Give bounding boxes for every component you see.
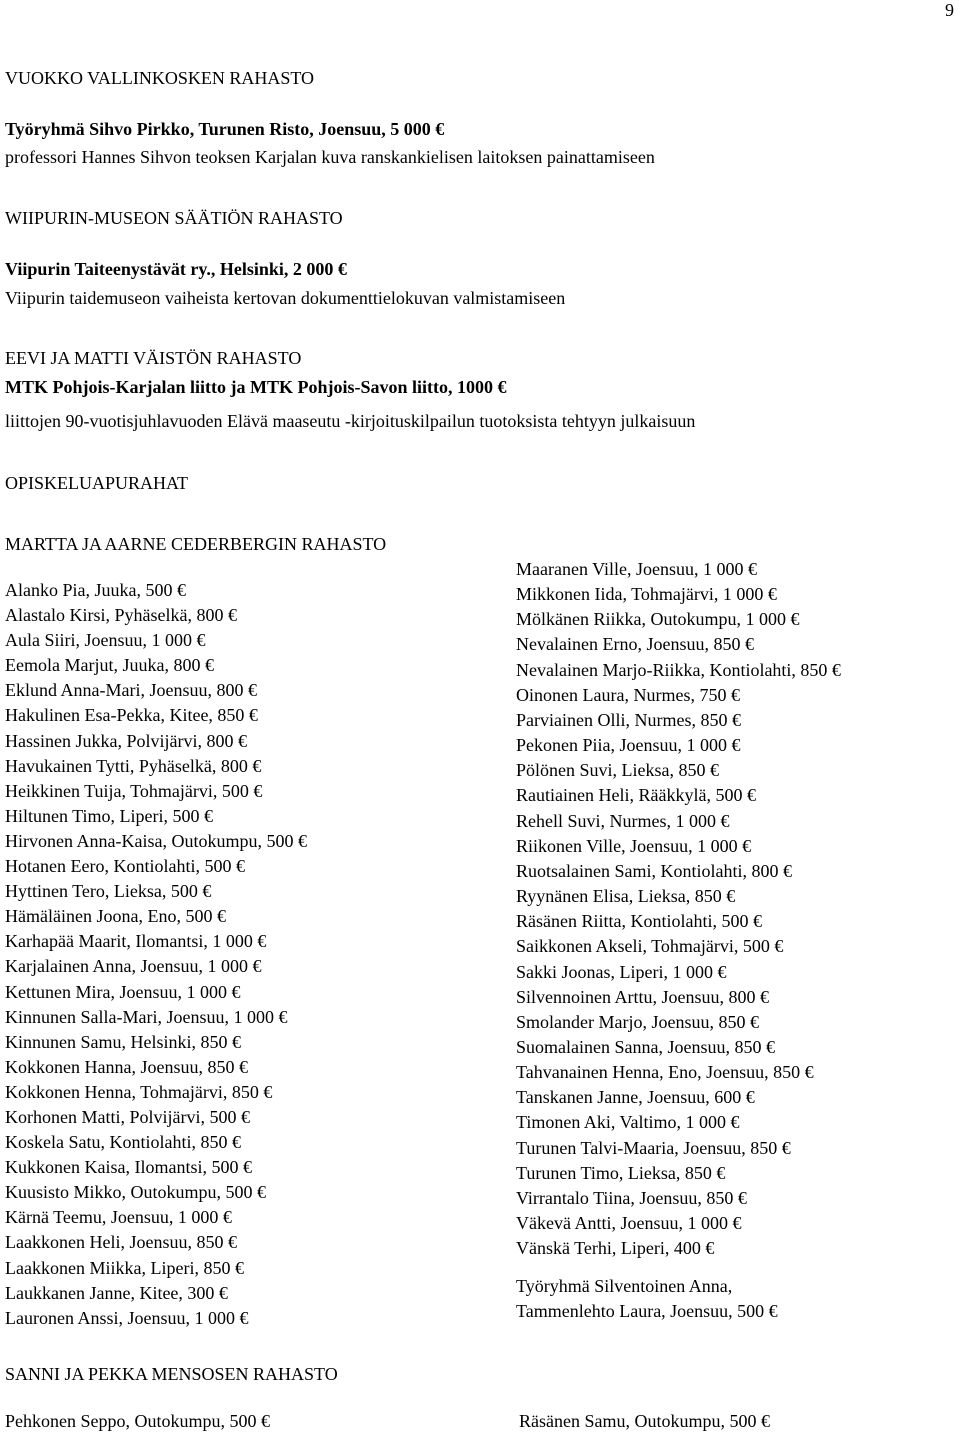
fund-title: WIIPURIN-MUSEON SÄÄTIÖN RAHASTO: [5, 208, 343, 228]
recipient-entry: Hyttinen Tero, Lieksa, 500 €: [5, 881, 212, 902]
recipient-entry: Timonen Aki, Valtimo, 1 000 €: [516, 1112, 740, 1133]
recipient-entry: Hämäläinen Joona, Eno, 500 €: [5, 906, 226, 927]
recipient-entry: Hirvonen Anna-Kaisa, Outokumpu, 500 €: [5, 830, 307, 851]
recipient-entry: Karhapää Maarit, Ilomantsi, 1 000 €: [5, 931, 267, 952]
recipient-entry: Kärnä Teemu, Joensuu, 1 000 €: [5, 1207, 232, 1228]
recipient-entry: Saikkonen Akseli, Tohmajärvi, 500 €: [516, 936, 784, 957]
fund-title: SANNI JA PEKKA MENSOSEN RAHASTO: [5, 1364, 338, 1384]
recipient-entry: Korhonen Matti, Polvijärvi, 500 €: [5, 1106, 250, 1127]
recipient-entry: Riikonen Ville, Joensuu, 1 000 €: [516, 835, 752, 856]
group-recipient-line: Tammenlehto Laura, Joensuu, 500 €: [516, 1301, 778, 1321]
recipient-entry: Smolander Marjo, Joensuu, 850 €: [516, 1011, 759, 1032]
page-number: 9: [945, 0, 954, 20]
recipient-entry: Oinonen Laura, Nurmes, 750 €: [516, 684, 740, 705]
recipient-entry: Parviainen Olli, Nurmes, 850 €: [516, 709, 741, 730]
recipient-entry: Kukkonen Kaisa, Ilomantsi, 500 €: [5, 1157, 252, 1178]
fund-title: MARTTA JA AARNE CEDERBERGIN RAHASTO: [5, 534, 387, 554]
recipient-entry: Kinnunen Salla-Mari, Joensuu, 1 000 €: [5, 1006, 288, 1027]
recipient-entry: Räsänen Samu, Outokumpu, 500 €: [519, 1411, 770, 1431]
recipient-entry: Alanko Pia, Juuka, 500 €: [5, 580, 186, 600]
recipient-entry: Lauronen Anssi, Joensuu, 1 000 €: [5, 1307, 249, 1328]
recipient-entry: Nevalainen Marjo-Riikka, Kontiolahti, 850 €: [516, 659, 841, 680]
recipient-list-right: [516, 557, 841, 1261]
group-recipient-line: Työryhmä Silventoinen Anna,: [516, 1276, 733, 1296]
recipient-entry: Kinnunen Samu, Helsinki, 850 €: [5, 1031, 241, 1052]
recipient-entry: Pölönen Suvi, Lieksa, 850 €: [516, 760, 719, 781]
recipient-entry: Havukainen Tytti, Pyhäselkä, 800 €: [5, 755, 262, 776]
recipient-entry: Räsänen Riitta, Kontiolahti, 500 €: [516, 911, 762, 932]
grant-purpose: Viipurin taidemuseon vaiheista kertovan dokumenttielokuvan valmistamiseen: [5, 288, 566, 308]
recipient-entry: Nevalainen Erno, Joensuu, 850 €: [516, 634, 754, 655]
recipient-entry: Laakkonen Miikka, Liperi, 850 €: [5, 1257, 244, 1278]
recipient-entry: Eemola Marjut, Juuka, 800 €: [5, 655, 214, 676]
recipient-entry: Suomalainen Sanna, Joensuu, 850 €: [516, 1036, 775, 1057]
recipient-entry: Eklund Anna-Mari, Joensuu, 800 €: [5, 680, 257, 701]
fund-title: EEVI JA MATTI VÄISTÖN RAHASTO: [5, 348, 302, 368]
recipient-entry: Karjalainen Anna, Joensuu, 1 000 €: [5, 956, 262, 977]
recipient-entry: Tahvanainen Henna, Eno, Joensuu, 850 €: [516, 1062, 814, 1083]
recipient-entry: Turunen Talvi-Maaria, Joensuu, 850 €: [516, 1137, 791, 1158]
recipient-entry: Tanskanen Janne, Joensuu, 600 €: [516, 1087, 755, 1108]
recipient-entry: Mikkonen Iida, Tohmajärvi, 1 000 €: [516, 584, 777, 605]
recipient-entry: Sakki Joonas, Liperi, 1 000 €: [516, 961, 727, 982]
grant-recipient: Työryhmä Sihvo Pirkko, Turunen Risto, Joensuu, 5 000 €: [5, 119, 445, 139]
recipient-entry: Mölkänen Riikka, Outokumpu, 1 000 €: [516, 609, 800, 630]
recipient-entry: Turunen Timo, Lieksa, 850 €: [516, 1162, 726, 1183]
recipient-entry: Väkevä Antti, Joensuu, 1 000 €: [516, 1213, 742, 1234]
recipient-entry: Kettunen Mira, Joensuu, 1 000 €: [5, 981, 241, 1002]
recipient-entry: Kokkonen Hanna, Joensuu, 850 €: [5, 1056, 248, 1077]
recipient-entry: Hotanen Eero, Kontiolahti, 500 €: [5, 856, 245, 877]
recipient-entry: Ryynänen Elisa, Lieksa, 850 €: [516, 886, 736, 907]
recipient-entry: Laukkanen Janne, Kitee, 300 €: [5, 1282, 228, 1303]
grant-recipient: MTK Pohjois-Karjalan liitto ja MTK Pohjois-Savon liitto, 1000 €: [5, 377, 507, 397]
section-title: OPISKELUAPURAHAT: [5, 473, 189, 493]
recipient-list-left: [5, 578, 307, 1331]
grant-recipient: Viipurin Taiteenystävät ry., Helsinki, 2 000 €: [5, 259, 347, 279]
recipient-entry: Laakkonen Heli, Joensuu, 850 €: [5, 1232, 237, 1253]
recipient-entry: Maaranen Ville, Joensuu, 1 000 €: [516, 559, 758, 579]
recipient-entry: Vänskä Terhi, Liperi, 400 €: [516, 1238, 715, 1259]
recipient-entry: Alastalo Kirsi, Pyhäselkä, 800 €: [5, 605, 237, 626]
recipient-entry: Hiltunen Timo, Liperi, 500 €: [5, 805, 214, 826]
recipient-entry: Silvennoinen Arttu, Joensuu, 800 €: [516, 986, 769, 1007]
recipient-entry: Heikkinen Tuija, Tohmajärvi, 500 €: [5, 780, 263, 801]
recipient-entry: Rehell Suvi, Nurmes, 1 000 €: [516, 810, 730, 831]
recipient-entry: Kokkonen Henna, Tohmajärvi, 850 €: [5, 1081, 273, 1102]
recipient-entry: Aula Siiri, Joensuu, 1 000 €: [5, 630, 206, 651]
grant-purpose: liittojen 90-vuotisjuhlavuoden Elävä maaseutu -kirjoituskilpailun tuotoksista tehtyyn julkaisuun: [5, 411, 696, 431]
recipient-entry: Ruotsalainen Sami, Kontiolahti, 800 €: [516, 860, 792, 881]
fund-title: VUOKKO VALLINKOSKEN RAHASTO: [5, 68, 315, 88]
recipient-entry: Hassinen Jukka, Polvijärvi, 800 €: [5, 730, 247, 751]
recipient-entry: Pehkonen Seppo, Outokumpu, 500 €: [5, 1411, 270, 1431]
recipient-entry: Rautiainen Heli, Rääkkylä, 500 €: [516, 785, 756, 806]
recipient-entry: Virrantalo Tiina, Joensuu, 850 €: [516, 1187, 747, 1208]
grant-purpose: professori Hannes Sihvon teoksen Karjalan kuva ranskankielisen laitoksen painattamiseen: [5, 147, 655, 167]
recipient-entry: Hakulinen Esa-Pekka, Kitee, 850 €: [5, 705, 258, 726]
recipient-entry: Koskela Satu, Kontiolahti, 850 €: [5, 1132, 241, 1153]
recipient-entry: Pekonen Piia, Joensuu, 1 000 €: [516, 735, 741, 756]
recipient-entry: Kuusisto Mikko, Outokumpu, 500 €: [5, 1182, 267, 1203]
